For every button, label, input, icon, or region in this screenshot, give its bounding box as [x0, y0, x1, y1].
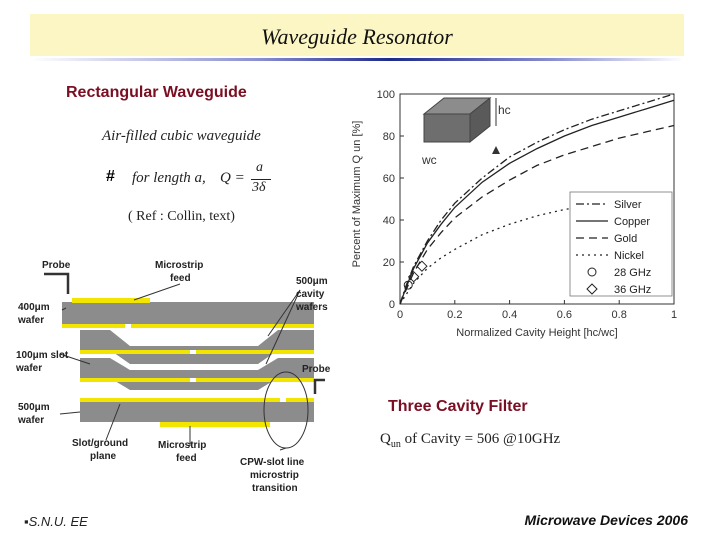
label-cavity-3: wafers [296, 302, 328, 313]
bottom-microstrip [160, 422, 270, 427]
y-tick-label: 100 [376, 89, 395, 101]
x-tick-label: 0.6 [556, 309, 573, 321]
formula-denominator: 3δ [252, 180, 266, 195]
reference: ( Ref : Collin, text) [128, 209, 235, 224]
legend-label: Gold [614, 233, 638, 245]
label-wafer400-1: 400μm [18, 302, 50, 313]
x-tick-label: 0 [396, 309, 404, 321]
section-heading: Rectangular Waveguide [66, 84, 247, 101]
x-tick-label: 0.8 [611, 309, 627, 321]
legend [570, 192, 672, 296]
label-probe-right: Probe [302, 364, 331, 375]
x-tick-label: 0.2 [447, 309, 463, 321]
label-wafer500-1: 500μm [18, 402, 50, 413]
formula-q: Q = [220, 170, 245, 186]
subheading: Air-filled cubic waveguide [102, 128, 261, 144]
label-slot100-1: 100μm slot [16, 350, 69, 361]
legend-label: 36 GHz [614, 284, 652, 296]
formula [106, 162, 286, 202]
qun-line [380, 431, 560, 450]
y-tick-label: 40 [382, 215, 395, 227]
label-cavity-2: cavity [296, 289, 325, 300]
legend-label: Copper [614, 216, 651, 228]
inset-width-label: wc [422, 153, 437, 167]
label-wafer500-2: wafer [18, 415, 45, 426]
qun-subscript: un [390, 439, 401, 450]
bullet-icon: # [106, 168, 115, 185]
filter-cross-section-diagram [16, 254, 331, 494]
probe-pointer-right [315, 380, 325, 394]
footer-org: ▪S.N.U. EE [24, 514, 88, 529]
label-slot-ground-1: Slot/ground [72, 438, 129, 449]
label-wafer400-2: wafer [18, 315, 45, 326]
label-cavity-1: 500μm [296, 276, 328, 287]
label-microstrip-top: Microstrip [155, 260, 204, 271]
y-tick-label: 80 [382, 131, 395, 143]
x-tick-label: 0.4 [501, 309, 518, 321]
y-tick-label: 20 [382, 257, 395, 269]
bottom-ground-plane [80, 398, 314, 402]
label-feed-bottom-2: feed [176, 453, 197, 464]
formula-text: for length a, [132, 170, 206, 186]
label-feed-top: feed [170, 273, 191, 284]
slot-layer-upper [80, 350, 314, 354]
y-tick-label: 60 [382, 173, 395, 185]
qun-text: of Cavity = 506 @10GHz [400, 431, 561, 447]
y-tick-label: 0 [388, 299, 395, 311]
q-factor-chart [352, 84, 692, 349]
filter-heading: Three Cavity Filter [388, 398, 528, 415]
title-bar [30, 14, 684, 56]
x-tick-label: 1 [670, 309, 678, 321]
legend-label: Silver [614, 199, 642, 211]
probe-pointer-top [44, 274, 68, 294]
title-divider [30, 58, 684, 61]
label-slot100-2: wafer [16, 363, 43, 374]
slide-title: Waveguide Resonator [261, 24, 453, 49]
label-probe-top: Probe [42, 260, 71, 271]
legend-label: 28 GHz [614, 267, 652, 279]
label-cpw-1: CPW-slot line [240, 457, 305, 468]
legend-label: Nickel [614, 250, 644, 262]
qun-q: Q [380, 431, 391, 447]
bottom-wafer [80, 402, 314, 422]
label-slot-ground-2: plane [90, 451, 117, 462]
slot-layer-lower [80, 378, 314, 382]
x-axis-label: Normalized Cavity Height [hc/wc] [456, 327, 618, 339]
label-cpw-2: microstrip [250, 470, 299, 481]
y-axis-label: Percent of Maximum Q un [%] [351, 120, 363, 268]
footer-course: Microwave Devices 2006 [524, 512, 688, 528]
inset-height-label: hc [498, 103, 511, 117]
label-feed-bottom-1: Microstrip [158, 440, 207, 451]
footer-org-label: S.N.U. EE [28, 514, 88, 529]
label-cpw-3: transition [252, 483, 298, 494]
top-wafer [62, 302, 314, 324]
formula-numerator: a [256, 160, 263, 175]
